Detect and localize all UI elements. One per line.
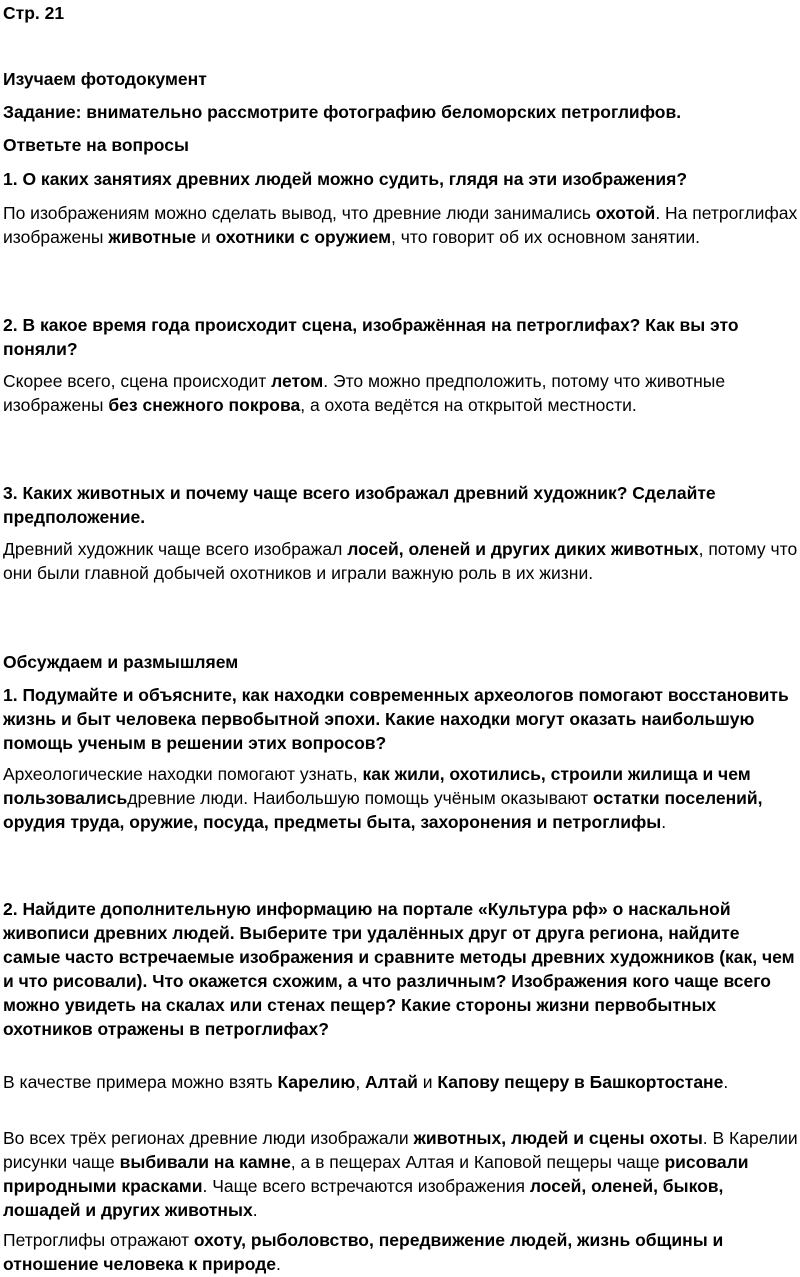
emphasized-text: рисовали природными красками <box>3 1152 749 1196</box>
answer-text: , что говорит об их основном занятии. <box>391 227 701 247</box>
discussion-question-1: 1. Подумайте и объясните, как находки современных археологов помогают восстановить жизнь и быт человека первобытной эпохи. Какие находки могут оказать наибольшую помощь ученым в решении этих вопросов? <box>3 685 789 753</box>
discussion-answer-2-conclusion <box>3 1228 798 1276</box>
section-title-photo-document: Изучаем фотодокумент <box>3 69 207 89</box>
answer-text: . В Карелии рисунки чаще <box>3 1128 798 1172</box>
answer-text: и <box>417 1072 438 1092</box>
answer-3 <box>3 537 798 585</box>
emphasized-text: как жили, охотились, строили жилища и чем пользовались <box>3 764 751 808</box>
emphasized-text: без снежного покрова <box>108 395 301 415</box>
discussion-answer-2-comparison <box>3 1126 798 1222</box>
emphasized-text: Алтай <box>365 1072 418 1092</box>
answer-text: . <box>723 1072 729 1092</box>
answer-text: и <box>196 227 216 247</box>
emphasized-text: лосей, оленей и других диких животных <box>347 539 699 559</box>
answer-text: . <box>276 1254 281 1274</box>
page-number: Стр. 21 <box>3 3 65 23</box>
question-1: 1. О каких занятиях древних людей можно судить, глядя на эти изображения? <box>3 169 688 189</box>
task-text: Задание: внимательно рассмотрите фотографию беломорских петроглифов. <box>3 102 682 122</box>
answer-text: . <box>252 1200 258 1220</box>
emphasized-text: Карелию <box>277 1072 356 1092</box>
emphasized-text: выбивали на камне <box>119 1152 291 1172</box>
answer-text: . <box>661 812 667 832</box>
answer-text: Археологические находки помогают узнать, <box>3 764 363 784</box>
section-title-discussion: Обсуждаем и размышляем <box>3 652 239 672</box>
answer-text: , <box>355 1072 366 1092</box>
answer-prompt: Ответьте на вопросы <box>3 135 189 155</box>
emphasized-text: животные <box>108 227 197 247</box>
discussion-answer-2-regions <box>3 1070 798 1094</box>
answer-text: Скорее всего, сцена происходит <box>3 371 272 391</box>
answer-text: . На петроглифах изображены <box>3 203 798 247</box>
question-2: 2. В какое время года происходит сцена, изображённая на петроглифах? Как вы это поняли? <box>3 315 739 359</box>
emphasized-text: охотой <box>595 203 656 223</box>
answer-text: В качестве примера можно взять <box>3 1072 278 1092</box>
answer-text: , а в пещерах Алтая и Каповой пещеры чаще <box>290 1152 665 1172</box>
answer-text: По изображениям можно сделать вывод, что древние люди занимались <box>3 203 596 223</box>
answer-2 <box>3 369 798 417</box>
answer-text: Во всех трёх регионах древние люди изображали <box>3 1128 414 1148</box>
answer-text: . Чаще всего встречаются изображения <box>202 1176 530 1196</box>
answer-text: древние люди. Наибольшую помощь учёным оказывают <box>127 788 594 808</box>
emphasized-text: летом <box>271 371 324 391</box>
answer-text: Древний художник чаще всего изображал <box>3 539 348 559</box>
emphasized-text: животных, людей и сцены охоты <box>413 1128 703 1148</box>
emphasized-text: охотники с оружием <box>215 227 392 247</box>
answer-1 <box>3 201 798 249</box>
discussion-answer-1 <box>3 762 798 834</box>
emphasized-text: охоту, рыболовство, передвижение людей, жизнь общины и отношение человека к природе <box>3 1230 724 1274</box>
answer-text: . Это можно предположить, потому что животные изображены <box>3 371 726 415</box>
discussion-question-2: 2. Найдите дополнительную информацию на портале «Культура рф» о наскальной живописи древних людей. Выберите три удалённых друг от друга региона, найдите самые часто встречаемые изображения и сравните методы древних художников (как, чем и что рисовали). Что окажется схожим, а что различным? Изображения кого чаще всего можно увидеть на скалах или стенах пещер? Какие стороны жизни первобытных охотников отражены в петроглифах? <box>3 899 795 1039</box>
answer-text: , а охота ведётся на открытой местности. <box>300 395 637 415</box>
emphasized-text: Капову пещеру в Башкортостане <box>437 1072 724 1092</box>
question-3: 3. Каких животных и почему чаще всего изображал древний художник? Сделайте предположение. <box>3 483 716 527</box>
emphasized-text: остатки поселений, орудия труда, оружие, посуда, предметы быта, захоронения и петроглифы <box>3 788 763 832</box>
answer-text: , потому что они были главной добычей охотников и играли важную роль в их жизни. <box>3 539 798 583</box>
emphasized-text: лосей, оленей, быков, лошадей и других животных <box>3 1176 724 1220</box>
answer-text: Петроглифы отражают <box>3 1230 194 1250</box>
